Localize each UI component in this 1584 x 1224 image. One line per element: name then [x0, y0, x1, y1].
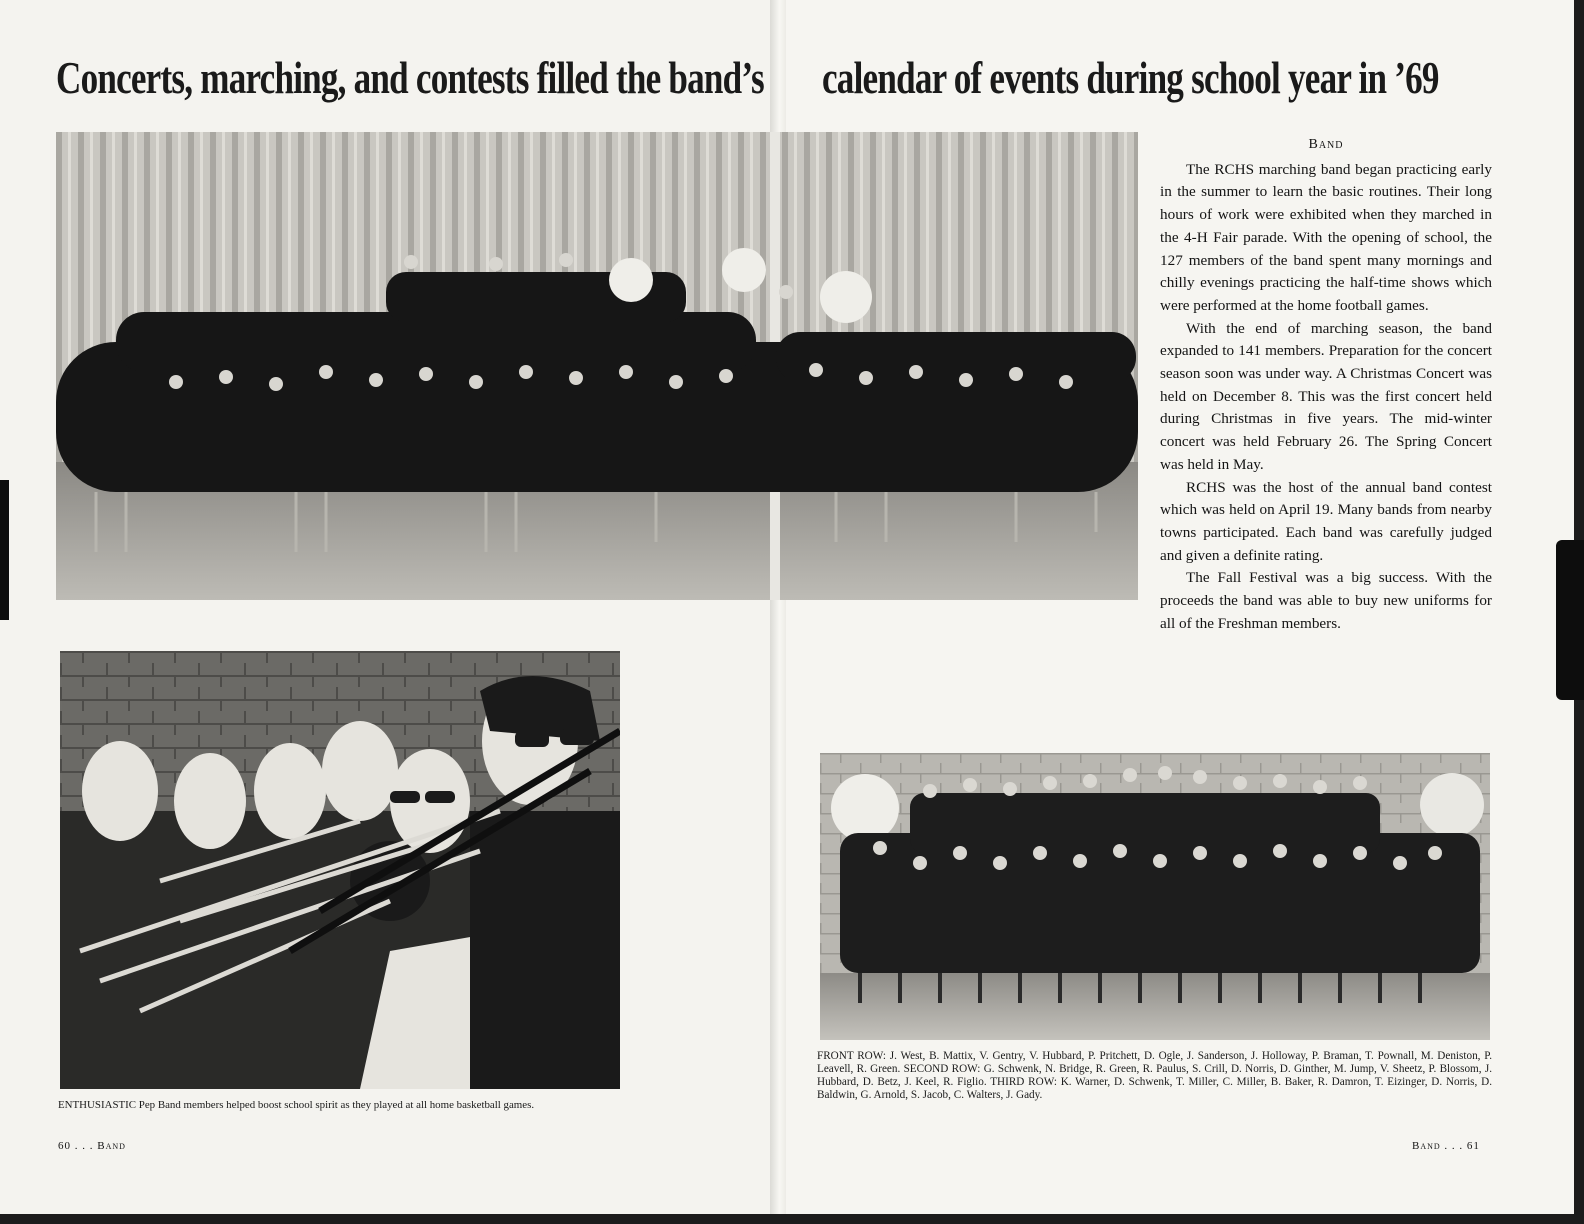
folio-left-number: 60	[58, 1140, 71, 1152]
pep-band-caption: ENTHUSIASTIC Pep Band members helped boost school spirit as they played at all home basketball games.	[58, 1099, 535, 1111]
concert-band-photo-image	[56, 132, 1138, 600]
band-group-photo-image	[820, 753, 1490, 1040]
folio-left-separator: . . .	[74, 1140, 94, 1152]
right-edge-binding-mark	[1556, 540, 1584, 700]
folio-right-label: Band	[1412, 1140, 1441, 1152]
left-edge-binding-mark	[0, 480, 9, 620]
folio-right	[1412, 1140, 1480, 1152]
article-paragraph-1: The RCHS marching band began practicing early in the summer to learn the basic routines. Their long hours of work were exhibited when they marched in the 4-H Fair parade. With the opening of school, the 127 members of the band spent many mornings and chilly evenings practicing the half-time shows which were performed at the home football games.	[1160, 160, 1492, 314]
band-article	[1160, 134, 1492, 635]
group-photo-caption: FRONT ROW: J. West, B. Mattix, V. Gentry, V. Hubbard, P. Pritchett, D. Ogle, J. Sanderson, J. Holloway, P. Braman, T. Pownall, M. Deniston, P. Leavell, R. Green. SECOND ROW: G. Schwenk, N. Bridge, R. Green, R. Paulus, S. Crill, D. Norris, D. Ginther, M. Jump, V. Sheetz, P. Blossom, J. Hubbard, D. Betz, J. Keel, R. Figlio. THIRD ROW: K. Warner, D. Schwenk, T. Miller, C. Miller, B. Baker, R. Damron, T. Eizinger, D. Norris, D. Baldwin, G. Arnold, S. Jacob, C. Walters, J. Gady.	[817, 1050, 1492, 1101]
article-paragraph-4: The Fall Festival was a big success. With the proceeds the band was able to buy new uniforms for all of the Freshman members.	[1160, 569, 1492, 632]
article-paragraph-2: With the end of marching season, the band expanded to 141 members. Preparation for the concert season soon was under way. A Christmas Concert was held on December 8. This was the first concert held during Christmas in five years. The mid-winter concert was held February 26. The Spring Concert was held in May.	[1160, 319, 1492, 473]
pep-band-photo	[60, 651, 620, 1089]
article-paragraph-3: RCHS was the host of the annual band contest which was held on April 19. Many bands from nearby towns participated. Each band was carefully judged and given a definite rating.	[1160, 478, 1492, 564]
concert-band-photo	[56, 132, 1138, 600]
folio-left-label: Band	[97, 1140, 126, 1152]
folio-right-separator: . . .	[1444, 1140, 1464, 1152]
folio-left	[58, 1140, 126, 1152]
headline-right: calendar of events during school year in ’69	[822, 53, 1439, 103]
pep-band-photo-image	[60, 651, 620, 1089]
folio-right-number: 61	[1466, 1140, 1480, 1152]
article-heading: Band	[1308, 137, 1344, 152]
headline-left: Concerts, marching, and contests filled the band’s	[56, 53, 764, 103]
band-group-photo	[820, 753, 1490, 1040]
